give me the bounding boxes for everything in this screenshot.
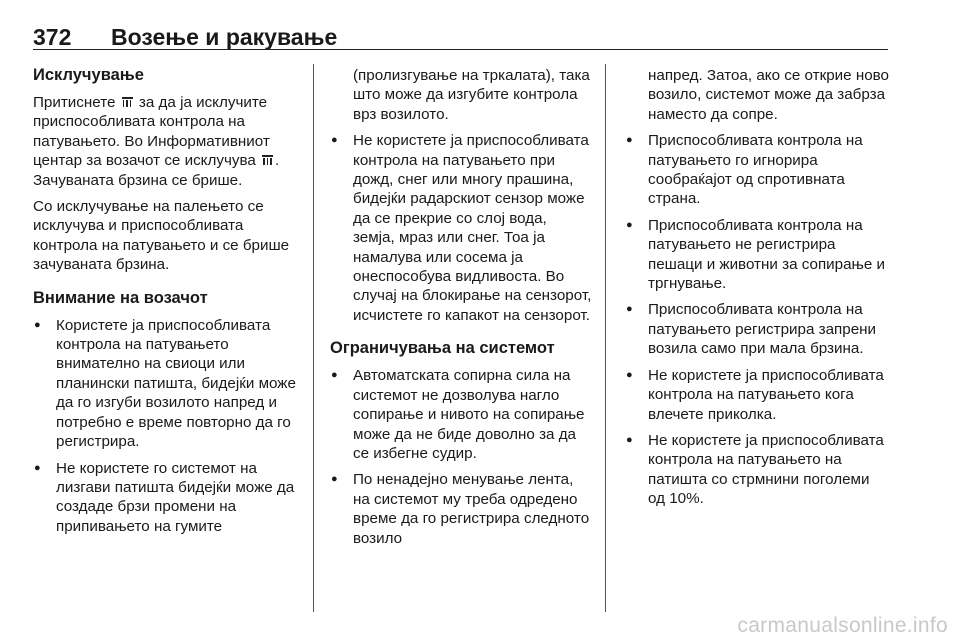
list-item: ● Не користете го системот на лизгави патишта бидејќи може да создаде брзи промени на припивањето на гумите xyxy=(33,459,301,537)
list-item: ● Не користете ја приспособливата контрола на патувањето на патишта со стрмнини поголеми од 10%. xyxy=(625,431,890,509)
warning-list xyxy=(33,316,301,536)
cruise-control-icon xyxy=(122,97,133,108)
list-item: ● Приспособливата контрола на патувањето регистрира запрени возила само при мала брзина. xyxy=(625,300,890,358)
page-number: 372 xyxy=(33,24,72,50)
list-item: ● Не користете ја приспособливата контрола на патувањето при дожд, снег или многу прашина, бидејќи радарскиот сензор може да се прекрие со слој вода, земја, мраз или снег. Тоа ја намалува или сосема ја онеспособува видливоста. Во случај на блокирање на сензорот, исчистете го капакот на сензорот. xyxy=(330,131,592,325)
page-header xyxy=(33,20,888,56)
column-3 xyxy=(625,66,890,516)
limitations-list xyxy=(330,366,592,548)
list-item: ● Не користете ја приспособливата контрола на патувањето кога влечете приколка. xyxy=(625,366,890,424)
list-item: ● По ненадејно менување лента, на системот му треба одредено време да го регистрира следното возило xyxy=(330,470,592,548)
section-heading-switch-off: Исклучување xyxy=(33,66,144,84)
cruise-control-icon xyxy=(262,155,273,166)
section-heading-limitations: Ограничувања на системот xyxy=(330,339,555,358)
column-2 xyxy=(330,66,592,555)
list-item: ● Приспособливата контрола на патувањето го игнорира сообраќајот од спротивната страна. xyxy=(625,131,890,209)
continuation-text: напред. Затоа, ако се открие ново возило, системот може да забрза наместо да сопре. xyxy=(648,67,889,123)
watermark: carmanualsonline.info xyxy=(737,614,948,637)
warning-heading: Внимание на возачот xyxy=(33,288,208,307)
page-title: Возење и ракување xyxy=(111,24,338,50)
list-item: ● Автоматската сопирна сила на системот не дозволува нагло сопирање и нивото на сопирање може да не биде доволно за да се избегне судир. xyxy=(330,366,592,463)
column-divider-1 xyxy=(313,64,314,612)
list-item: ● Приспособливата контрола на патувањето не регистрира пешаци и животни за сопирање и тргнување. xyxy=(625,216,890,294)
limitations-list-continued xyxy=(625,131,890,508)
paragraph-ignition-off: Со исклучување на палењето се исклучува и приспособливата контрола на патувањето и се брише зачуваната брзина. xyxy=(33,198,290,274)
column-divider-2 xyxy=(605,64,606,612)
warning-list-continued xyxy=(330,131,592,325)
column-1 xyxy=(33,64,301,543)
header-rule xyxy=(33,49,888,50)
paragraph-switch-off: Притиснете за да ја исклучите приспособливата контрола на патувањето. Во Информативниот центар за возачот се исклучува . Зачуваната брзина се брише. xyxy=(33,94,280,189)
list-item: ● Користете ја приспособливата контрола на патувањето внимателно на свиоци или планински патишта, бидејќи може да го изгуби возилото напред и потребно е време повторно да го регистрира. xyxy=(33,316,301,452)
continuation-text: (пролизгување на тркалата), така што може да изгубите контрола врз возилото. xyxy=(353,67,590,123)
